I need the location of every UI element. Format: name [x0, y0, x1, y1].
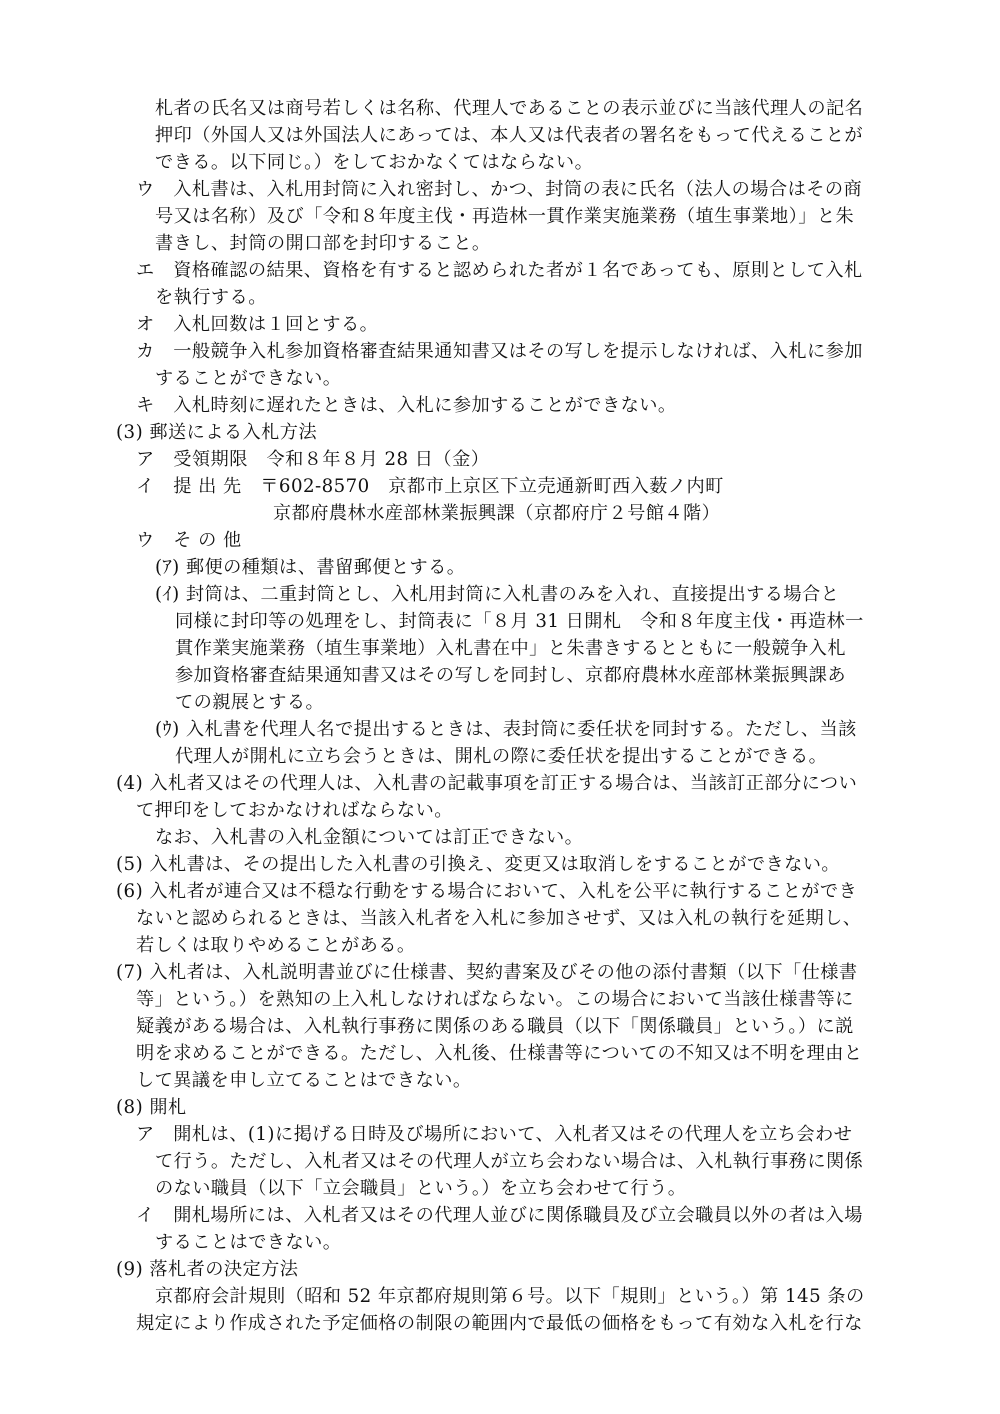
text-line: 押印（外国人又は外国法人にあっては、本人又は代表者の署名をもって代えることが — [155, 125, 864, 146]
section-heading: (8) 開札 — [116, 1097, 187, 1118]
text-line: 規定により作成された予定価格の制限の範囲内で最低の価格をもって有効な入札を行な — [136, 1313, 863, 1334]
section-heading: (6) 入札者が連合又は不穏な行動をする場合において、入札を公平に執行することができ — [116, 881, 858, 902]
text-line: 等」という。）を熟知の上入札しなければならない。この場合において当該仕様書等に — [136, 989, 854, 1010]
text-line: て押印をしておかなければならない。 — [136, 800, 453, 821]
text-line: 参加資格審査結果通知書又はその写しを同封し、京都府農林水産部林業振興課あ — [175, 665, 846, 686]
text-line: て行う。ただし、入札者又はその代理人が立ち会わない場合は、入札執行事務に関係 — [155, 1151, 864, 1172]
text-line: 書きし、封筒の開口部を封印すること。 — [155, 233, 491, 254]
text-line: ア 開札は、(1)に掲げる日時及び場所において、入札者又はその代理人を立ち会わせ — [136, 1124, 853, 1145]
text-line: 京都府会計規則（昭和 52 年京都府規則第６号。以下「規則」という。）第 145 条の — [155, 1286, 865, 1307]
text-line: イ 提 出 先 〒602-8570 京都市上京区下立売通新町西入薮ノ内町 — [136, 476, 724, 497]
text-line: カ 一般競争入札参加資格審査結果通知書又はその写しを提示しなければ、入札に参加 — [136, 341, 863, 362]
text-line: 明を求めることができる。ただし、入札後、仕様書等についての不知又は不明を理由と — [136, 1043, 863, 1064]
section-heading: (5) 入札書は、その提出した入札書の引換え、変更又は取消しをすることができない。 — [116, 854, 841, 875]
text-line: して異議を申し立てることはできない。 — [136, 1070, 472, 1091]
section-heading: (4) 入札者又はその代理人は、入札書の記載事項を訂正する場合は、当該訂正部分につい — [116, 773, 858, 794]
text-line: 代理人が開札に立ち会うときは、開札の際に委任状を提出することができる。 — [175, 746, 828, 767]
text-line: できる。以下同じ。）をしておかなくてはならない。 — [155, 152, 594, 173]
text-line: ての親展とする。 — [175, 692, 325, 713]
text-line: を執行する。 — [155, 287, 267, 308]
text-line: エ 資格確認の結果、資格を有すると認められた者が１名であっても、原則として入札 — [136, 260, 863, 281]
text-line: 貫作業実施業務（埴生事業地）入札書在中」と朱書きするとともに一般競争入札 — [175, 638, 846, 659]
section-heading: (3) 郵送による入札方法 — [116, 422, 318, 443]
text-line: 同様に封印等の処理をし、封筒表に「８月 31 日開札 令和８年度主伐・再造林一 — [175, 611, 864, 632]
text-line: することはできない。 — [155, 1232, 342, 1253]
text-line: のない職員（以下「立会職員」という。）を立ち会わせて行う。 — [155, 1178, 687, 1199]
text-line: なお、入札書の入札金額については訂正できない。 — [155, 827, 584, 848]
text-line: (ｲ) 封筒は、二重封筒とし、入札用封筒に入札書のみを入れ、直接提出する場合と — [155, 584, 840, 605]
section-heading: (7) 入札者は、入札説明書並びに仕様書、契約書案及びその他の添付書類（以下「仕様書 — [116, 962, 858, 983]
text-line: (ｳ) 入札書を代理人名で提出するときは、表封筒に委任状を同封する。ただし、当該 — [155, 719, 857, 740]
text-line: ア 受領期限 令和８年８月 28 日（金） — [136, 449, 490, 470]
text-line: することができない。 — [155, 368, 342, 389]
text-line: 札者の氏名又は商号若しくは名称、代理人であることの表示並びに当該代理人の記名 — [155, 98, 864, 119]
text-line: ウ 入札書は、入札用封筒に入れ密封し、かつ、封筒の表に氏名（法人の場合はその商 — [136, 179, 863, 200]
text-line: 若しくは取りやめることがある。 — [136, 935, 416, 956]
text-line: 疑義がある場合は、入札執行事務に関係のある職員（以下「関係職員」という。）に説 — [136, 1016, 854, 1037]
section-heading: (9) 落札者の決定方法 — [116, 1259, 299, 1280]
text-line: キ 入札時刻に遅れたときは、入札に参加することができない。 — [136, 395, 677, 416]
text-line: イ 開札場所には、入札者又はその代理人並びに関係職員及び立会職員以外の者は入場 — [136, 1205, 863, 1226]
text-line: (ｱ) 郵便の種類は、書留郵便とする。 — [155, 557, 466, 578]
text-line: ないと認められるときは、当該入札者を入札に参加させず、又は入札の執行を延期し、 — [136, 908, 862, 929]
text-line: オ 入札回数は１回とする。 — [136, 314, 379, 335]
text-line: ウ そ の 他 — [136, 530, 242, 551]
text-line: 号又は名称）及び「令和８年度主伐・再造林一貫作業実施業務（埴生事業地）」と朱 — [155, 206, 855, 227]
text-line: 京都府農林水産部林業振興課（京都府庁２号館４階） — [273, 503, 721, 524]
